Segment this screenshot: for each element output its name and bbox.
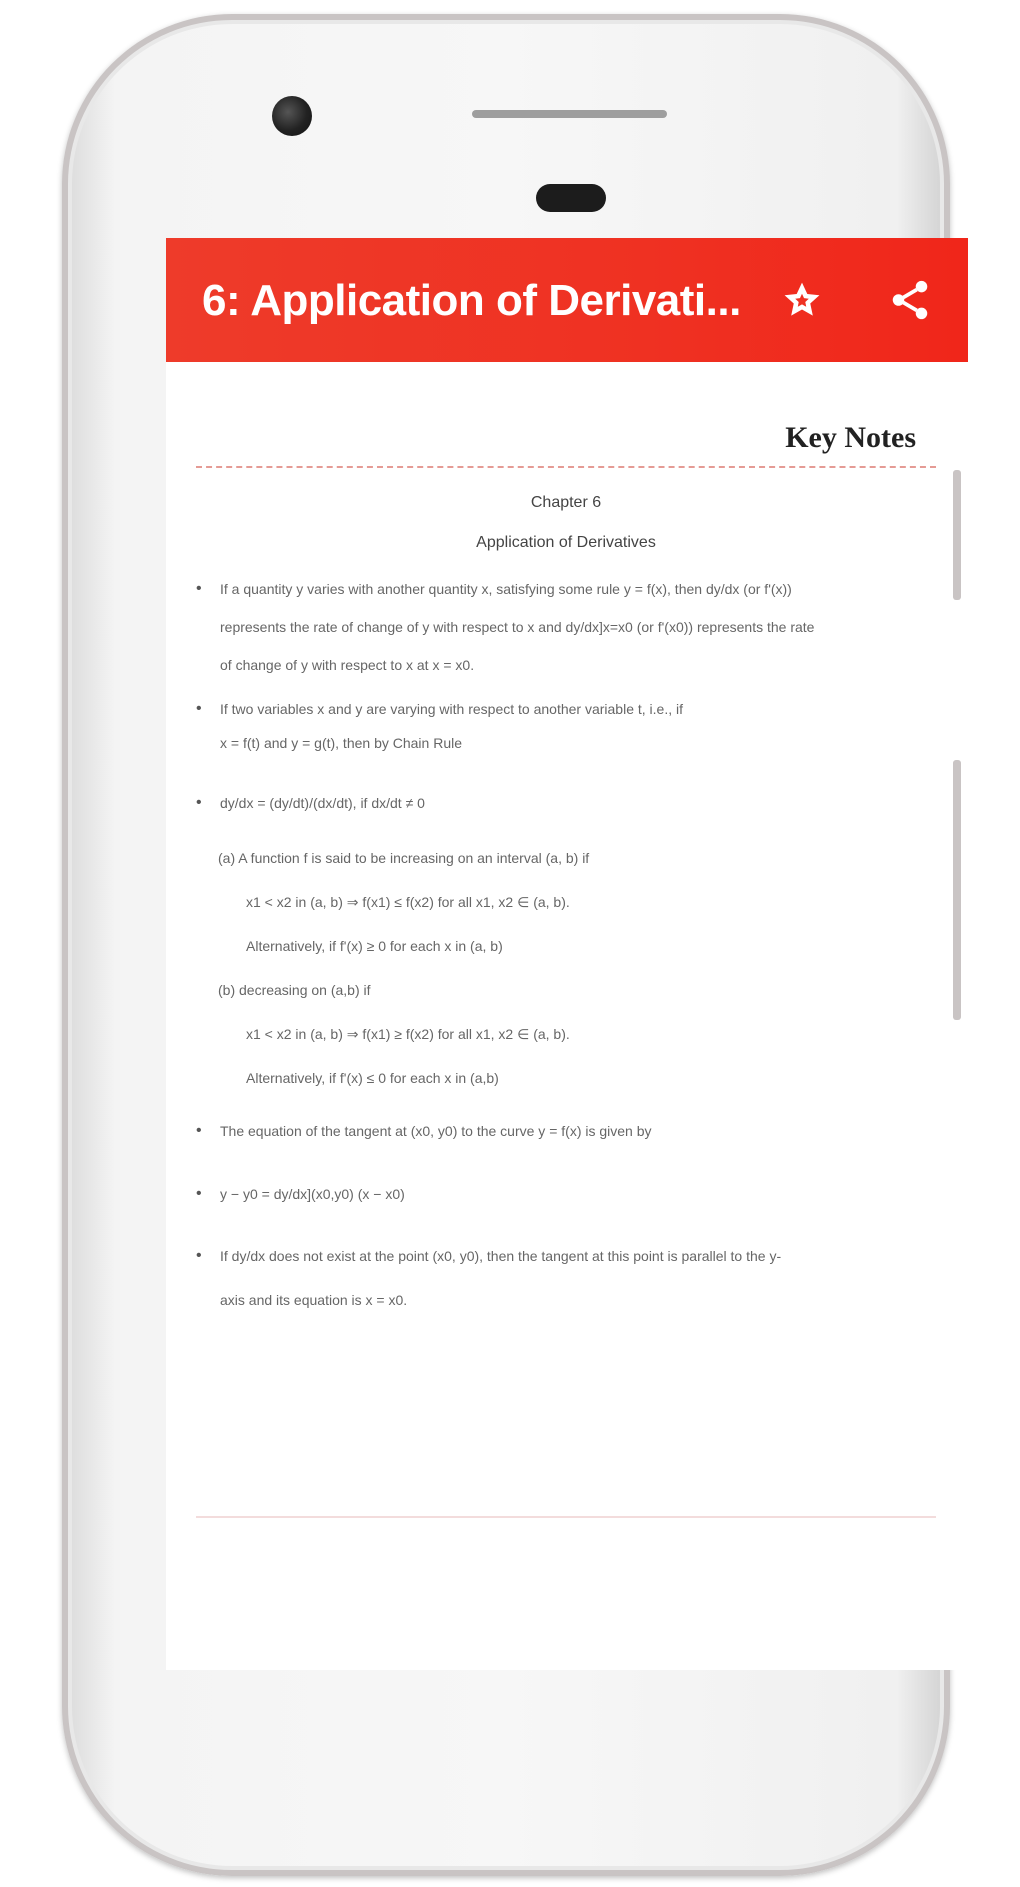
side-button — [953, 470, 961, 600]
app-bar — [166, 238, 968, 362]
volume-rocker — [953, 760, 961, 1020]
front-camera — [272, 96, 312, 136]
note-line: of change of y with respect to x at x = x0. — [220, 657, 475, 673]
note-tangent-equation — [196, 1112, 936, 1150]
note-vertical-tangent — [196, 1234, 936, 1322]
decreasing-condition: x1 < x2 in (a, b) ⇒ f(x1) ≥ f(x2) for all x1, x2 ∈ (a, b). — [246, 1026, 570, 1042]
decreasing-alternative: Alternatively, if f'(x) ≤ 0 for each x in (a,b) — [246, 1070, 499, 1086]
top-speaker-grille — [472, 110, 667, 118]
note-line: represents the rate of change of y with respect to x and dy/dx]x=x0 (or f'(x0)) represents the rate — [220, 619, 815, 635]
note-line: axis and its equation is x = x0. — [220, 1292, 408, 1308]
decreasing-definition: (b) decreasing on (a,b) if — [218, 982, 371, 998]
note-line: • If dy/dx does not exist at the point (x0, y0), then the tangent at this point is parallel to the y- — [220, 1248, 782, 1264]
formula-line: • y − y0 = dy/dx](x0,y0) (x − x0) — [220, 1186, 405, 1202]
note-chain-rule-formula — [196, 780, 936, 826]
key-notes-document — [196, 416, 936, 1322]
note-rate-of-change — [196, 570, 936, 684]
dashed-divider — [196, 466, 936, 468]
chapter-label: Chapter 6 — [530, 494, 602, 511]
increasing-condition: x1 < x2 in (a, b) ⇒ f(x1) ≤ f(x2) for all x1, x2 ∈ (a, b). — [246, 894, 570, 910]
note-line: • If two variables x and y are varying with respect to another variable t, i.e., if — [220, 701, 683, 717]
note-chain-rule — [196, 692, 936, 760]
bottom-divider — [196, 1516, 936, 1518]
note-line: x = f(t) and y = g(t), then by Chain Rule — [220, 735, 463, 751]
formula-line: • dy/dx = (dy/dt)/(dx/dt), if dx/dt ≠ 0 — [220, 795, 425, 811]
app-bar-title: 6: Application of Derivati... — [202, 276, 741, 325]
note-tangent-formula — [196, 1170, 936, 1218]
chapter-title: Application of Derivatives — [476, 534, 656, 551]
star-icon — [780, 278, 824, 322]
favorite-button[interactable] — [770, 268, 834, 332]
share-button[interactable] — [878, 268, 942, 332]
earpiece — [536, 184, 606, 212]
increasing-alternative: Alternatively, if f'(x) ≥ 0 for each x in (a, b) — [246, 938, 503, 954]
phone-frame — [62, 14, 950, 1876]
note-line: • If a quantity y varies with another quantity x, satisfying some rule y = f(x), then dy/dx (or f'(x)) — [220, 581, 792, 597]
app-screen — [166, 238, 968, 1670]
note-line: • The equation of the tangent at (x0, y0) to the curve y = f(x) is given by — [220, 1123, 652, 1139]
increasing-definition: (a) A function f is said to be increasing on an interval (a, b) if — [218, 850, 590, 866]
key-notes-heading: Key Notes — [785, 421, 916, 454]
share-icon — [887, 277, 933, 323]
